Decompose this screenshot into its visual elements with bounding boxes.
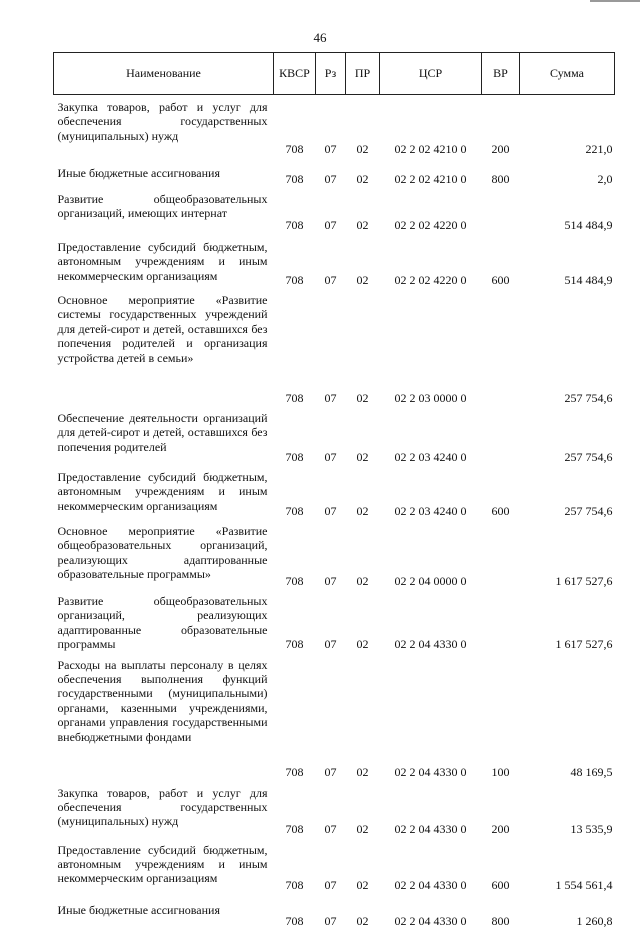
table-row: [54, 470, 615, 520]
cell-kvsr: 708: [285, 914, 304, 929]
cell-name: Основное мероприятие «Развитие системы государственных учреждений для детей-сирот и детей, оставшихся без попечения родителей и организация устройства детей в семьи»: [57, 293, 268, 365]
cell-name: Предоставление субсидий бюджетным, автономным учреждениям и иным некоммерческим организациям: [57, 240, 268, 283]
cell-name: Предоставление субсидий бюджетным, автономным учреждениям и иным некоммерческим организациям: [57, 842, 268, 886]
table-row: [54, 166, 615, 188]
cell-kvsr: 708: [285, 878, 304, 893]
cell-sum: 1 260,8: [576, 914, 613, 929]
cell-vr: [482, 293, 520, 407]
row-spacer: [54, 158, 615, 166]
cell-csr: 02 2 02 4220 0: [394, 272, 467, 287]
cell-rz: 07: [324, 141, 337, 156]
cell-pr: 02: [356, 141, 369, 156]
cell-pr: 02: [356, 171, 369, 186]
column-header-kvsr: КВСР: [274, 53, 316, 95]
cell-pr: 02: [356, 449, 369, 464]
cell-sum: 257 754,6: [564, 503, 613, 518]
cell-rz: 07: [324, 272, 337, 287]
cell-rz: 07: [324, 217, 337, 232]
table-row: [54, 192, 615, 234]
row-spacer: [54, 895, 615, 903]
cell-sum: 257 754,6: [564, 390, 613, 405]
cell-kvsr: 708: [285, 765, 304, 780]
cell-csr: 02 2 04 4330 0: [394, 878, 467, 893]
cell-vr: 600: [491, 272, 510, 287]
table-row: [54, 594, 615, 654]
cell-rz: 07: [324, 449, 337, 464]
cell-name: Иные бюджетные ассигнования: [57, 166, 220, 180]
cell-vr: 600: [491, 503, 510, 518]
cell-vr: 200: [491, 822, 510, 837]
cell-csr: 02 2 02 4220 0: [394, 217, 467, 232]
cell-csr: 02 2 04 4330 0: [394, 822, 467, 837]
cell-sum: 514 484,9: [564, 217, 613, 232]
cell-name: Закупка товаров, работ и услуг для обеспечения государственных (муниципальных) нужд: [57, 100, 268, 143]
cell-kvsr: 708: [285, 141, 304, 156]
cell-csr: 02 2 04 4330 0: [394, 914, 467, 929]
cell-sum: 514 484,9: [564, 272, 613, 287]
cell-pr: 02: [356, 878, 369, 893]
column-header-sum: Сумма: [520, 53, 615, 95]
cell-rz: 07: [324, 573, 337, 588]
cell-csr: 02 2 03 4240 0: [394, 503, 467, 518]
cell-rz: 07: [324, 390, 337, 405]
table-header: [54, 53, 615, 95]
cell-rz: 07: [324, 822, 337, 837]
cell-name: Закупка товаров, работ и услуг для обеспечения государственных (муниципальных) нужд: [57, 785, 268, 829]
cell-rz: 07: [324, 765, 337, 780]
cell-pr: 02: [356, 822, 369, 837]
cell-kvsr: 708: [285, 637, 304, 652]
cell-pr: 02: [356, 637, 369, 652]
budget-table: [53, 52, 615, 931]
cell-rz: 07: [324, 637, 337, 652]
cell-kvsr: 708: [285, 272, 304, 287]
cell-csr: 02 2 03 0000 0: [394, 390, 467, 405]
cell-sum: 257 754,6: [564, 449, 613, 464]
cell-vr: 200: [491, 141, 510, 156]
cell-sum: 1 617 527,6: [555, 573, 613, 588]
cell-pr: 02: [356, 914, 369, 929]
cell-rz: 07: [324, 878, 337, 893]
cell-rz: 07: [324, 914, 337, 929]
cell-vr: [482, 411, 520, 466]
cell-sum: 221,0: [585, 141, 613, 156]
table-row: [54, 786, 615, 839]
column-header-csr: ЦСР: [380, 53, 482, 95]
column-header-rz: Рз: [316, 53, 346, 95]
cell-kvsr: 708: [285, 573, 304, 588]
cell-name: Обеспечение деятельности организаций для детей-сирот и детей, оставшихся без попечения родителей: [57, 411, 268, 454]
cell-name: Развитие общеобразовательных организаций, реализующих адаптированные образовательные программы: [57, 594, 268, 652]
table-row: [54, 658, 615, 782]
cell-vr: [482, 524, 520, 590]
table-body: [54, 95, 615, 931]
column-header-name: Наименование: [54, 53, 274, 95]
table-row: [54, 411, 615, 466]
row-spacer-cell: [54, 158, 615, 166]
cell-csr: 02 2 02 4210 0: [394, 171, 467, 186]
cell-sum: 48 169,5: [570, 765, 613, 780]
cell-pr: 02: [356, 217, 369, 232]
cell-sum: 1 554 561,4: [555, 878, 613, 893]
cell-sum: 13 535,9: [570, 822, 613, 837]
cell-name: Иные бюджетные ассигнования: [57, 902, 220, 917]
cell-name: Основное мероприятие «Развитие общеобразовательных организаций, реализующих адаптированные образовательные программы»: [57, 524, 268, 582]
cell-csr: 02 2 04 4330 0: [394, 765, 467, 780]
cell-vr: 100: [491, 765, 510, 780]
cell-name: Развитие общеобразовательных организаций, имеющих интернат: [57, 192, 268, 221]
cell-rz: 07: [324, 503, 337, 518]
cell-pr: 02: [356, 390, 369, 405]
cell-rz: 07: [324, 171, 337, 186]
cell-sum: 1 617 527,6: [555, 637, 613, 652]
table-row: [54, 100, 615, 158]
cell-vr: 800: [491, 171, 510, 186]
table-row: [54, 293, 615, 407]
cell-pr: 02: [356, 765, 369, 780]
cell-kvsr: 708: [285, 503, 304, 518]
cell-pr: 02: [356, 503, 369, 518]
cell-csr: 02 2 02 4210 0: [394, 141, 467, 156]
column-header-vr: ВР: [482, 53, 520, 95]
table-row: [54, 524, 615, 590]
column-header-pr: ПР: [346, 53, 380, 95]
cell-csr: 02 2 04 4330 0: [394, 637, 467, 652]
cell-name: Предоставление субсидий бюджетным, автономным учреждениям и иным некоммерческим организациям: [57, 470, 268, 513]
page-number: 46: [313, 30, 327, 45]
cell-kvsr: 708: [285, 449, 304, 464]
cell-vr: [482, 594, 520, 654]
cell-kvsr: 708: [285, 171, 304, 186]
scan-corner-mark: [590, 0, 640, 2]
cell-kvsr: 708: [285, 217, 304, 232]
table-row: [54, 903, 615, 931]
cell-sum: 2,0: [597, 171, 613, 186]
cell-vr: 600: [491, 878, 510, 893]
row-spacer-cell: [54, 895, 615, 903]
table-row: [54, 843, 615, 895]
cell-pr: 02: [356, 573, 369, 588]
cell-kvsr: 708: [285, 390, 304, 405]
cell-csr: 02 2 03 4240 0: [394, 449, 467, 464]
cell-pr: 02: [356, 272, 369, 287]
cell-vr: [482, 192, 520, 234]
cell-kvsr: 708: [285, 822, 304, 837]
cell-name: Расходы на выплаты персоналу в целях обеспечения выполнения функций государственными (муниципальными) органами, казенными учреждениями, органами управления государственными внебюджетными фондами: [57, 657, 268, 744]
cell-vr: 800: [491, 914, 510, 929]
cell-csr: 02 2 04 0000 0: [394, 573, 467, 588]
table-row: [54, 240, 615, 289]
